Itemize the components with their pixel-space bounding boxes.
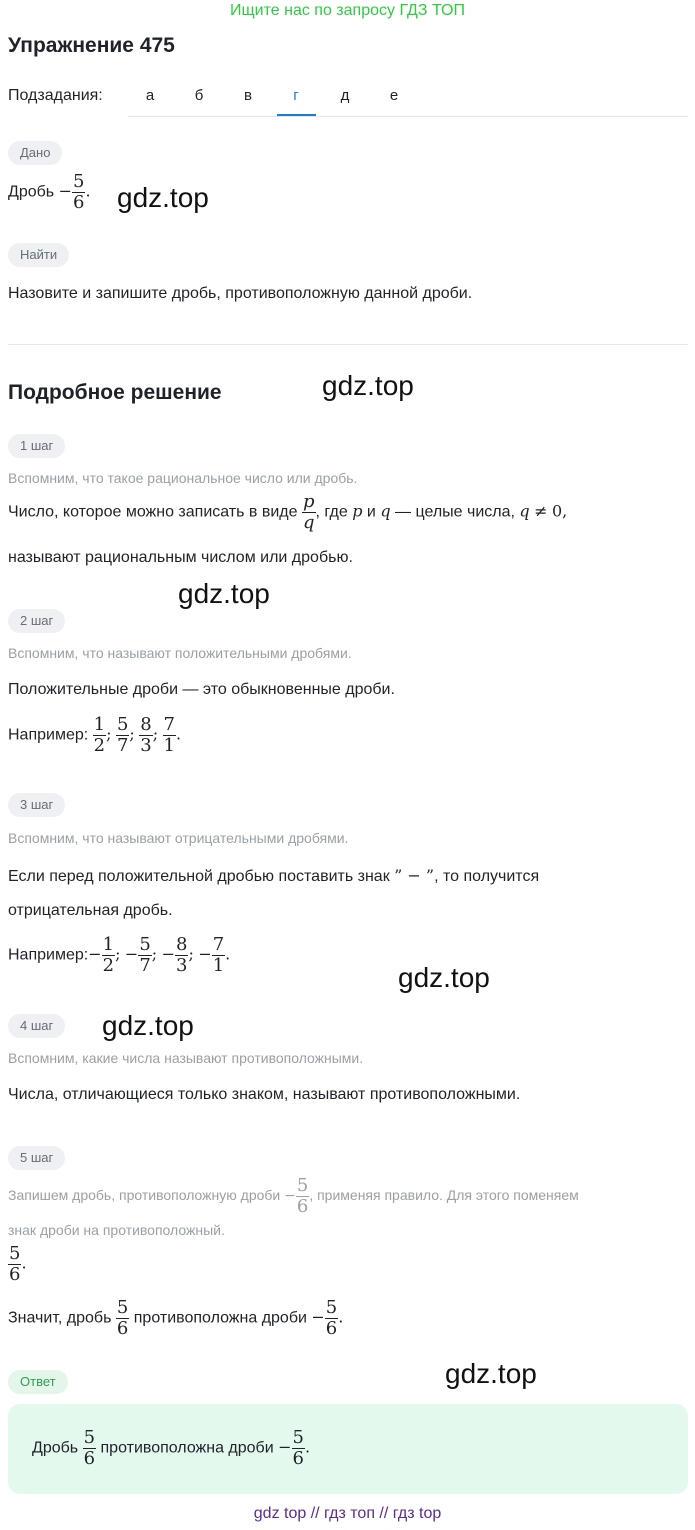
step-5-badge: 5 шаг <box>8 1146 65 1170</box>
subtasks-label: Подзадания: <box>8 87 103 104</box>
subtasks-tabs <box>128 78 688 117</box>
footer-links[interactable]: gdz top // гдз топ // гдз top <box>253 1505 442 1522</box>
promo-banner[interactable]: Ищите нас по запросу ГДЗ ТОП <box>230 2 465 19</box>
step-3-badge: 3 шаг <box>8 793 65 817</box>
tab-e[interactable]: е <box>389 87 399 104</box>
step-1-line-2: называют рациональным числом или дробью. <box>8 549 353 566</box>
tab-d[interactable]: д <box>340 87 350 104</box>
step-4-line-1: Числа, отличающиеся только знаком, называют противоположными. <box>8 1086 521 1103</box>
step-2-hint: Вспомним, что называют положительными дробями. <box>8 645 352 661</box>
watermark: gdz.top <box>322 370 414 401</box>
step-2-badge: 2 шаг <box>8 609 65 633</box>
step-1-line-1: Число, которое можно записать в виде $\frac{p}{q}$ , где p и q — целые числа, q ≠ 0, <box>8 491 568 533</box>
step-3-examples: Например:− $\frac{1}{2}$ ; − $\frac{5}{7}$ ; − $\frac{8}{3}$ ; − $\frac{7}{1}$ . <box>8 934 231 976</box>
find-badge: Найти <box>8 243 69 267</box>
find-text: Назовите и запишите дробь, противоположную данной дроби. <box>8 285 473 302</box>
step-4-hint: Вспомним, какие числа называют противоположными. <box>8 1050 364 1066</box>
watermark: gdz.top <box>102 1010 194 1041</box>
answer-badge: Ответ <box>8 1370 68 1394</box>
answer-box <box>8 1404 688 1494</box>
step-1-hint: Вспомним, что такое рациональное число или дробь. <box>8 470 358 486</box>
page-title: Упражнение 475 <box>8 34 175 57</box>
step-3-hint: Вспомним, что называют отрицательными дробями. <box>8 830 349 846</box>
watermark: gdz.top <box>445 1358 537 1389</box>
step-5-hint-1: Запишем дробь, противоположную дроби − $\frac{5}{6}$ , применяя правило. Для этого поменяем <box>8 1175 579 1217</box>
step-1-badge: 1 шаг <box>8 434 65 458</box>
tab-a[interactable]: а <box>145 87 155 104</box>
step-2-line-1: Положительные дроби — это обыкновенные дроби. <box>8 681 395 698</box>
solution-title: Подробное решение <box>8 381 222 404</box>
step-5-result: $\frac{5}{6}$ . <box>9 1243 27 1285</box>
watermark: gdz.top <box>117 182 209 213</box>
tab-b[interactable]: б <box>194 87 204 104</box>
watermark: gdz.top <box>178 578 270 609</box>
tab-v[interactable]: в <box>244 87 252 104</box>
active-tab-indicator <box>277 114 316 116</box>
step-4-badge: 4 шаг <box>8 1014 65 1038</box>
step-5-conclusion: Значит, дробь $\frac{5}{6}$ противоположна дроби − $\frac{5}{6}$ . <box>8 1297 344 1339</box>
watermark: gdz.top <box>398 962 490 993</box>
step-2-examples: Например: $\frac{1}{2}$ ; $\frac{5}{7}$ ; $\frac{8}{3}$ ; $\frac{7}{1}$ . <box>8 714 182 756</box>
step-3-line-2: отрицательная дробь. <box>8 902 173 919</box>
step-5-hint-2: знак дроби на противоположный. <box>8 1222 225 1238</box>
answer-text: Дробь $\frac{5}{6}$ противоположна дроби − $\frac{5}{6}$ . <box>32 1427 311 1469</box>
given-badge: Дано <box>8 141 62 165</box>
step-3-line-1: Если перед положительной дробью поставить знак ” − ”, то получится <box>8 866 540 885</box>
given-text: Дробь − $\frac{5}{6}$ . <box>8 171 91 213</box>
section-divider <box>8 344 688 345</box>
tab-g[interactable]: г <box>293 87 299 104</box>
